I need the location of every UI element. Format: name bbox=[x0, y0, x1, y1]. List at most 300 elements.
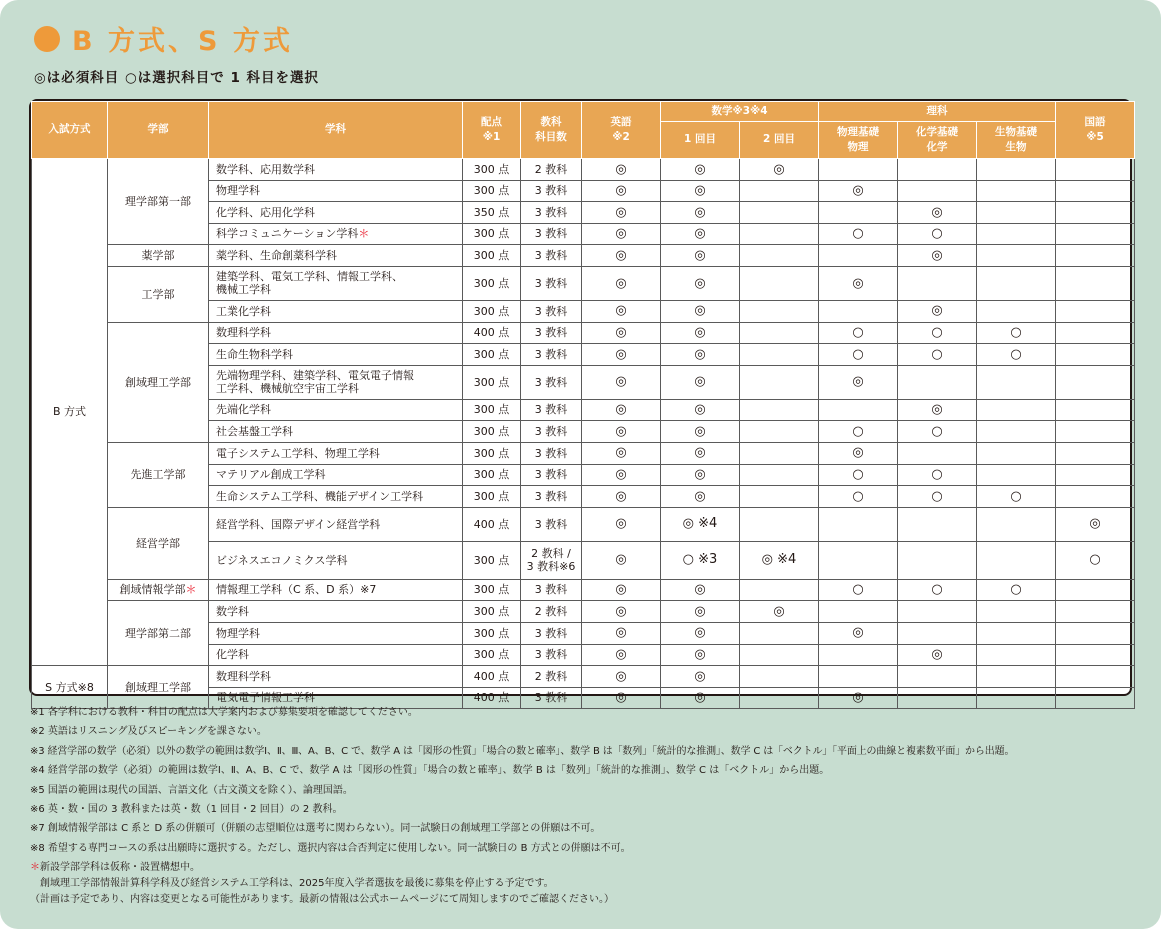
physics-cell: ○ bbox=[819, 322, 898, 344]
math2-cell bbox=[740, 442, 819, 464]
faculty-cell bbox=[108, 245, 209, 267]
biology-cell bbox=[977, 202, 1056, 224]
chemistry-cell: ○ bbox=[898, 223, 977, 245]
note-1: ※1 各学科における教科・科目の配点は大学案内および募集要項を確認してください。 bbox=[30, 707, 418, 718]
faculty-name: 理学部第二部 bbox=[125, 626, 191, 640]
faculty-name: 経営学部 bbox=[136, 536, 180, 550]
asterisk-icon: ＊ bbox=[358, 227, 370, 241]
department-name: 科学コミュニケーション学科 bbox=[216, 227, 359, 241]
points-cell: 300 点 bbox=[463, 344, 521, 366]
math1-cell: ◎ bbox=[661, 159, 740, 181]
department-name: 化学科、応用化学科 bbox=[216, 205, 315, 219]
japanese-cell bbox=[1056, 486, 1135, 508]
subjects-cell: 3 教科 bbox=[521, 322, 582, 344]
physics-cell bbox=[819, 245, 898, 267]
department-cell bbox=[209, 300, 463, 322]
points-cell: 300 点 bbox=[463, 223, 521, 245]
math1-cell: ◎ bbox=[661, 421, 740, 443]
subjects-cell: 3 教科 bbox=[521, 687, 582, 709]
points-cell: 300 点 bbox=[463, 421, 521, 443]
faculty-cell bbox=[108, 579, 209, 601]
exam-type-cell: S 方式※8 bbox=[32, 666, 108, 709]
physics-cell: ◎ bbox=[819, 687, 898, 709]
faculty-name: 薬学部 bbox=[141, 249, 175, 263]
math2-cell bbox=[740, 579, 819, 601]
points-cell: 300 点 bbox=[463, 622, 521, 644]
biology-cell bbox=[977, 464, 1056, 486]
subjects-cell: 3 教科 bbox=[521, 622, 582, 644]
table-row bbox=[32, 322, 1135, 344]
table-row bbox=[32, 159, 1135, 181]
department-name: 数理科学科 bbox=[216, 326, 271, 340]
department-name: 情報理工学科（C 系、D 系）※7 bbox=[216, 583, 377, 597]
header-science: 理科 bbox=[819, 102, 1056, 122]
note-6: ※6 英・数・国の 3 教科または英・数（1 回目・2 回目）の 2 教科。 bbox=[30, 804, 343, 816]
physics-cell: ○ bbox=[819, 579, 898, 601]
points-cell: 300 点 bbox=[463, 601, 521, 623]
math1-cell: ◎ bbox=[661, 266, 740, 300]
department-name: 数学科 bbox=[216, 605, 249, 619]
english-cell: ◎ bbox=[582, 486, 661, 508]
math1-cell: ◎ bbox=[661, 601, 740, 623]
english-cell: ◎ bbox=[582, 541, 661, 579]
math1-cell: ◎ bbox=[661, 365, 740, 399]
english-cell: ◎ bbox=[582, 579, 661, 601]
subjects-cell: 3 教科 bbox=[521, 579, 582, 601]
english-cell: ◎ bbox=[582, 202, 661, 224]
math2-cell bbox=[740, 300, 819, 322]
department-cell bbox=[209, 507, 463, 541]
points-cell: 300 点 bbox=[463, 365, 521, 399]
physics-cell: ◎ bbox=[819, 442, 898, 464]
points-cell: 300 点 bbox=[463, 541, 521, 579]
math1-cell: ◎ bbox=[661, 579, 740, 601]
physics-cell bbox=[819, 300, 898, 322]
subjects-cell: 3 教科 bbox=[521, 421, 582, 443]
biology-cell bbox=[977, 223, 1056, 245]
chemistry-cell bbox=[898, 442, 977, 464]
japanese-cell bbox=[1056, 579, 1135, 601]
header-biology-text: 生物基礎 生物 bbox=[995, 125, 1037, 153]
japanese-cell bbox=[1056, 421, 1135, 443]
subjects-cell: 3 教科 bbox=[521, 180, 582, 202]
physics-cell bbox=[819, 601, 898, 623]
math2-cell bbox=[740, 180, 819, 202]
subjects-cell: 3 教科 bbox=[521, 644, 582, 666]
department-cell bbox=[209, 666, 463, 688]
subjects-cell: 3 教科 bbox=[521, 300, 582, 322]
chemistry-cell bbox=[898, 507, 977, 541]
department-name: 生命システム工学科、機能デザイン工学科 bbox=[216, 489, 424, 503]
japanese-cell bbox=[1056, 223, 1135, 245]
note-5: ※5 国語の範囲は現代の国語、言語文化（古文漢文を除く）、論理国語。 bbox=[30, 784, 353, 796]
japanese-cell bbox=[1056, 666, 1135, 688]
chemistry-cell: ◎ bbox=[898, 202, 977, 224]
biology-cell: ○ bbox=[977, 322, 1056, 344]
math2-cell bbox=[740, 644, 819, 666]
math1-cell: ○ ※3 bbox=[661, 541, 740, 579]
department-name: ビジネスエコノミクス学科 bbox=[216, 553, 348, 567]
department-cell bbox=[209, 644, 463, 666]
table-row bbox=[32, 579, 1135, 601]
table-row bbox=[32, 245, 1135, 267]
chemistry-cell: ◎ bbox=[898, 644, 977, 666]
english-cell: ◎ bbox=[582, 365, 661, 399]
department-name: 先端物理学科、建築学科、電気電子情報 工学科、機械航空宇宙工学科 bbox=[216, 369, 414, 396]
faculty-cell bbox=[108, 507, 209, 579]
table-row bbox=[32, 507, 1135, 541]
department-cell bbox=[209, 622, 463, 644]
faculty-name: 創域理工学部 bbox=[125, 680, 191, 694]
english-cell: ◎ bbox=[582, 464, 661, 486]
subjects-cell: 2 教科 bbox=[521, 601, 582, 623]
header-points bbox=[463, 102, 521, 159]
points-cell: 300 点 bbox=[463, 464, 521, 486]
chemistry-cell bbox=[898, 622, 977, 644]
math2-cell bbox=[740, 223, 819, 245]
math2-cell bbox=[740, 666, 819, 688]
chemistry-cell bbox=[898, 365, 977, 399]
legend-subtitle: ◎は必須科目 ○は選択科目で 1 科目を選択 bbox=[34, 70, 320, 86]
header-points-text: 配点 ※1 bbox=[481, 115, 502, 143]
chemistry-cell bbox=[898, 180, 977, 202]
points-cell: 300 点 bbox=[463, 266, 521, 300]
subjects-cell: 3 教科 bbox=[521, 245, 582, 267]
math1-cell: ◎ bbox=[661, 300, 740, 322]
math2-cell bbox=[740, 399, 819, 421]
physics-cell: ○ bbox=[819, 486, 898, 508]
department-cell bbox=[209, 399, 463, 421]
japanese-cell bbox=[1056, 159, 1135, 181]
footnote bbox=[30, 860, 614, 908]
chemistry-cell: ◎ bbox=[898, 300, 977, 322]
header-biology bbox=[977, 122, 1056, 159]
japanese-cell: ○ bbox=[1056, 541, 1135, 579]
math2-cell bbox=[740, 622, 819, 644]
table-body bbox=[32, 159, 1135, 709]
asterisk-icon: ＊ bbox=[30, 862, 40, 873]
physics-cell bbox=[819, 644, 898, 666]
header-english-text: 英語 ※2 bbox=[610, 115, 632, 143]
subjects-cell: 3 教科 bbox=[521, 442, 582, 464]
footnote-line-1 bbox=[30, 860, 614, 876]
math2-cell bbox=[740, 486, 819, 508]
english-cell: ◎ bbox=[582, 601, 661, 623]
math2-cell bbox=[740, 266, 819, 300]
faculty-cell bbox=[108, 322, 209, 442]
department-name: 経営学科、国際デザイン経営学科 bbox=[216, 517, 381, 531]
biology-cell bbox=[977, 541, 1056, 579]
note-7: ※7 創域情報学部は C 系と D 系の併願可（併願の志望順位は選考に関わらない）。同一試験日の創域理工学部との併願は不可。 bbox=[30, 823, 601, 835]
english-cell: ◎ bbox=[582, 245, 661, 267]
table-row bbox=[32, 666, 1135, 688]
department-cell bbox=[209, 322, 463, 344]
header-chemistry bbox=[898, 122, 977, 159]
faculty-cell bbox=[108, 601, 209, 666]
biology-cell bbox=[977, 266, 1056, 300]
points-cell: 300 点 bbox=[463, 442, 521, 464]
math1-cell: ◎ bbox=[661, 622, 740, 644]
biology-cell: ○ bbox=[977, 344, 1056, 366]
header-math: 数学※3※4 bbox=[661, 102, 819, 122]
faculty-cell bbox=[108, 266, 209, 322]
department-cell bbox=[209, 601, 463, 623]
physics-cell: ◎ bbox=[819, 180, 898, 202]
english-cell: ◎ bbox=[582, 223, 661, 245]
physics-cell bbox=[819, 202, 898, 224]
department-cell bbox=[209, 421, 463, 443]
faculty-name: 先進工学部 bbox=[130, 468, 186, 482]
math1-cell: ◎ bbox=[661, 687, 740, 709]
biology-cell bbox=[977, 601, 1056, 623]
english-cell: ◎ bbox=[582, 644, 661, 666]
math2-cell bbox=[740, 507, 819, 541]
physics-cell bbox=[819, 399, 898, 421]
biology-cell: ○ bbox=[977, 486, 1056, 508]
points-cell: 400 点 bbox=[463, 322, 521, 344]
japanese-cell bbox=[1056, 644, 1135, 666]
department-name: 物理学科 bbox=[216, 626, 260, 640]
header-japanese-text: 国語 ※5 bbox=[1084, 115, 1106, 143]
math1-cell: ◎ bbox=[661, 180, 740, 202]
header-math-1: 1 回目 bbox=[661, 122, 740, 159]
exam-table-container bbox=[29, 99, 1132, 706]
header-physics bbox=[819, 122, 898, 159]
subjects-cell: 3 教科 bbox=[521, 344, 582, 366]
chemistry-cell bbox=[898, 266, 977, 300]
math2-cell: ◎ bbox=[740, 159, 819, 181]
note-8: ※8 希望する専門コースの系は出願時に選択する。ただし、選択内容は合否判定に使用しない。同一試験日の B 方式との併願は不可。 bbox=[30, 842, 631, 854]
department-cell bbox=[209, 486, 463, 508]
physics-cell bbox=[819, 666, 898, 688]
department-name: 数理科学科 bbox=[216, 669, 271, 683]
subjects-cell: 2 教科 bbox=[521, 666, 582, 688]
note-2: ※2 英語はリスニング及びスピーキングを課さない。 bbox=[30, 726, 267, 738]
department-name: 電子システム工学科、物理工学科 bbox=[216, 446, 380, 460]
math2-cell bbox=[740, 365, 819, 399]
english-cell: ◎ bbox=[582, 180, 661, 202]
math1-cell: ◎ bbox=[661, 442, 740, 464]
department-name: 物理学科 bbox=[216, 184, 260, 198]
japanese-cell bbox=[1056, 245, 1135, 267]
table-row bbox=[32, 266, 1135, 300]
chemistry-cell: ○ bbox=[898, 322, 977, 344]
japanese-cell bbox=[1056, 399, 1135, 421]
math2-cell bbox=[740, 322, 819, 344]
math1-cell: ◎ bbox=[661, 644, 740, 666]
subjects-cell: 3 教科 bbox=[521, 399, 582, 421]
math1-cell: ◎ bbox=[661, 322, 740, 344]
subjects-cell: 3 教科 bbox=[521, 365, 582, 399]
points-cell: 300 点 bbox=[463, 486, 521, 508]
header-department: 学科 bbox=[209, 102, 463, 159]
math1-cell: ◎ bbox=[661, 245, 740, 267]
points-cell: 350 点 bbox=[463, 202, 521, 224]
title-text: B 方式、S 方式 bbox=[72, 26, 293, 57]
department-name: 化学科 bbox=[216, 648, 249, 662]
department-cell bbox=[209, 442, 463, 464]
department-name: 工業化学科 bbox=[216, 304, 271, 318]
english-cell: ◎ bbox=[582, 322, 661, 344]
faculty-name: 創域理工学部 bbox=[125, 375, 191, 389]
physics-cell: ◎ bbox=[819, 365, 898, 399]
footnote-line-3: （計画は予定であり、内容は変更となる可能性があります。最新の情報は公式ホームページにて周知しますのでご確認ください。） bbox=[30, 894, 614, 905]
faculty-cell bbox=[108, 442, 209, 507]
biology-cell bbox=[977, 442, 1056, 464]
physics-cell bbox=[819, 507, 898, 541]
physics-cell: ○ bbox=[819, 421, 898, 443]
biology-cell bbox=[977, 666, 1056, 688]
department-cell bbox=[209, 266, 463, 300]
table-row bbox=[32, 442, 1135, 464]
physics-cell: ○ bbox=[819, 223, 898, 245]
header-japanese bbox=[1056, 102, 1135, 159]
note-3: ※3 経営学部の数学（必須）以外の数学の範囲は数学Ⅰ、Ⅱ、Ⅲ、A、B、C で、数学 A は「図形の性質」「場合の数と確率」、数学 B は「数列」「統計的な推測」、数学 C は「ベクトル」「平面上の曲線と複素数平面」から出題。 bbox=[30, 745, 1015, 757]
faculty-cell bbox=[108, 159, 209, 245]
header-english bbox=[582, 102, 661, 159]
biology-cell bbox=[977, 421, 1056, 443]
subjects-cell: 3 教科 bbox=[521, 223, 582, 245]
chemistry-cell bbox=[898, 541, 977, 579]
math2-cell: ◎ bbox=[740, 601, 819, 623]
section-title bbox=[34, 19, 293, 58]
notes bbox=[30, 703, 1014, 858]
biology-cell bbox=[977, 300, 1056, 322]
physics-cell bbox=[819, 159, 898, 181]
biology-cell bbox=[977, 622, 1056, 644]
department-cell bbox=[209, 579, 463, 601]
points-cell: 400 点 bbox=[463, 687, 521, 709]
english-cell: ◎ bbox=[582, 666, 661, 688]
subjects-cell: 3 教科 bbox=[521, 266, 582, 300]
english-cell: ◎ bbox=[582, 399, 661, 421]
points-cell: 400 点 bbox=[463, 666, 521, 688]
chemistry-cell: ○ bbox=[898, 344, 977, 366]
math1-cell: ◎ ※4 bbox=[661, 507, 740, 541]
faculty-name: 創域情報学部 bbox=[119, 583, 186, 597]
biology-cell bbox=[977, 365, 1056, 399]
english-cell: ◎ bbox=[582, 622, 661, 644]
department-name: 数学科、応用数学科 bbox=[216, 162, 315, 176]
biology-cell bbox=[977, 399, 1056, 421]
physics-cell: ○ bbox=[819, 344, 898, 366]
faculty-name: 理学部第一部 bbox=[125, 195, 191, 209]
japanese-cell bbox=[1056, 442, 1135, 464]
points-cell: 400 点 bbox=[463, 507, 521, 541]
footnote-line-2: 創域理工学部情報計算科学科及び経営システム工学科は、2025年度入学者選抜を最後に募集を停止する予定です。 bbox=[30, 878, 554, 889]
physics-cell bbox=[819, 541, 898, 579]
biology-cell bbox=[977, 180, 1056, 202]
department-name: 生命生物科学科 bbox=[216, 347, 293, 361]
japanese-cell bbox=[1056, 365, 1135, 399]
english-cell: ◎ bbox=[582, 687, 661, 709]
subjects-cell: 3 教科 bbox=[521, 464, 582, 486]
math2-cell bbox=[740, 421, 819, 443]
chemistry-cell: ◎ bbox=[898, 245, 977, 267]
math1-cell: ◎ bbox=[661, 223, 740, 245]
biology-cell bbox=[977, 159, 1056, 181]
subjects-cell: 3 教科 bbox=[521, 202, 582, 224]
chemistry-cell: ○ bbox=[898, 464, 977, 486]
japanese-cell bbox=[1056, 344, 1135, 366]
chemistry-cell: ◎ bbox=[898, 399, 977, 421]
japanese-cell bbox=[1056, 322, 1135, 344]
department-cell bbox=[209, 464, 463, 486]
department-name: 建築学科、電気工学科、情報工学科、 機械工学科 bbox=[216, 270, 403, 297]
subjects-cell: 3 教科 bbox=[521, 486, 582, 508]
orange-dot-icon bbox=[34, 26, 60, 52]
department-name: マテリアル創成工学科 bbox=[216, 468, 326, 482]
points-cell: 300 点 bbox=[463, 159, 521, 181]
math2-cell bbox=[740, 202, 819, 224]
japanese-cell bbox=[1056, 266, 1135, 300]
faculty-name: 工学部 bbox=[141, 287, 175, 301]
japanese-cell bbox=[1056, 464, 1135, 486]
points-cell: 300 点 bbox=[463, 300, 521, 322]
department-name: 社会基盤工学科 bbox=[216, 425, 293, 439]
subjects-cell: 2 教科 bbox=[521, 159, 582, 181]
english-cell: ◎ bbox=[582, 507, 661, 541]
physics-cell: ◎ bbox=[819, 266, 898, 300]
points-cell: 300 点 bbox=[463, 180, 521, 202]
header-faculty: 学部 bbox=[108, 102, 209, 159]
japanese-cell bbox=[1056, 601, 1135, 623]
footnote-text-1: 新設学部学科は仮称・設置構想中。 bbox=[40, 862, 200, 873]
department-cell bbox=[209, 245, 463, 267]
japanese-cell: ◎ bbox=[1056, 507, 1135, 541]
exam-type-cell: B 方式 bbox=[32, 159, 108, 666]
points-cell: 300 点 bbox=[463, 579, 521, 601]
department-cell bbox=[209, 541, 463, 579]
english-cell: ◎ bbox=[582, 300, 661, 322]
english-cell: ◎ bbox=[582, 159, 661, 181]
department-cell bbox=[209, 180, 463, 202]
math2-cell bbox=[740, 245, 819, 267]
english-cell: ◎ bbox=[582, 266, 661, 300]
japanese-cell bbox=[1056, 622, 1135, 644]
math2-cell: ◎ ※4 bbox=[740, 541, 819, 579]
department-name: 先端化学科 bbox=[216, 403, 271, 417]
japanese-cell bbox=[1056, 202, 1135, 224]
header-subjects-text: 教科 科目数 bbox=[535, 115, 567, 143]
department-cell bbox=[209, 223, 463, 245]
chemistry-cell: ○ bbox=[898, 421, 977, 443]
japanese-cell bbox=[1056, 687, 1135, 709]
header-subjects bbox=[521, 102, 582, 159]
math2-cell bbox=[740, 464, 819, 486]
department-cell bbox=[209, 159, 463, 181]
subjects-cell: 2 教科 / 3 教科※6 bbox=[521, 541, 582, 579]
english-cell: ◎ bbox=[582, 442, 661, 464]
chemistry-cell bbox=[898, 159, 977, 181]
math1-cell: ◎ bbox=[661, 486, 740, 508]
math2-cell bbox=[740, 344, 819, 366]
department-name: 薬学科、生命創薬科学科 bbox=[216, 249, 337, 263]
points-cell: 300 点 bbox=[463, 245, 521, 267]
math1-cell: ◎ bbox=[661, 399, 740, 421]
department-cell bbox=[209, 365, 463, 399]
physics-cell: ○ bbox=[819, 464, 898, 486]
chemistry-cell bbox=[898, 601, 977, 623]
biology-cell bbox=[977, 644, 1056, 666]
department-name: 電気電子情報工学科 bbox=[216, 691, 315, 705]
header-math-2: 2 回目 bbox=[740, 122, 819, 159]
biology-cell: ○ bbox=[977, 579, 1056, 601]
department-cell bbox=[209, 344, 463, 366]
asterisk-icon: ＊ bbox=[185, 583, 197, 597]
english-cell: ◎ bbox=[582, 421, 661, 443]
japanese-cell bbox=[1056, 300, 1135, 322]
